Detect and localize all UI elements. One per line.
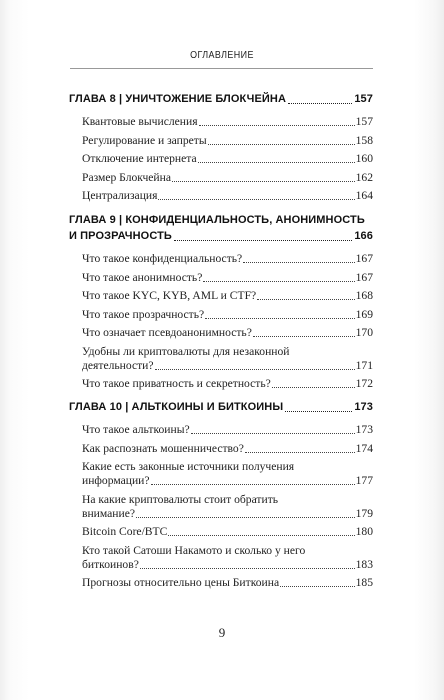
dot-leader	[272, 387, 355, 388]
toc-entry[interactable]	[82, 576, 373, 590]
dot-leader	[136, 517, 355, 518]
dot-leader	[199, 125, 355, 126]
toc-entry[interactable]	[82, 171, 373, 185]
dot-leader	[257, 299, 354, 300]
toc-entry[interactable]	[82, 308, 373, 322]
entry-line-2	[82, 558, 373, 572]
entry-title: Что такое альткоины?	[82, 423, 190, 436]
entry-title: Прогнозы относительно цены Биткоина	[82, 576, 280, 589]
entry-title-line-2: информации?	[82, 474, 150, 487]
chapter-heading[interactable]	[69, 400, 373, 415]
entry-page: 158	[355, 133, 373, 147]
dot-leader	[198, 162, 355, 163]
header-rule	[70, 68, 373, 69]
toc-entry[interactable]	[82, 134, 373, 148]
entry-title: Как распознать мошенничество?	[82, 441, 244, 455]
chapter-entries	[82, 423, 373, 590]
toc-entry[interactable]	[82, 152, 373, 166]
page-number: 9	[218, 625, 226, 640]
entry-title: Что такое приватность и секретность?	[82, 377, 271, 390]
chapter-entries	[82, 252, 373, 391]
entry-title: Что означает псевдоанонимность?	[82, 326, 252, 339]
dot-leader	[172, 181, 355, 182]
entry-title-line-1: На какие криптовалюты стоит обратить	[82, 492, 279, 506]
chapter-10	[69, 400, 373, 590]
chapter-title-line-2-row	[69, 228, 373, 244]
entry-title-line-2: биткоинов?	[82, 557, 139, 571]
dot-leader	[208, 144, 355, 145]
dot-leader	[205, 318, 354, 319]
chapter-heading[interactable]	[69, 212, 373, 244]
dot-leader	[140, 568, 355, 569]
dot-leader	[288, 103, 352, 104]
entry-title: Централизация	[82, 189, 158, 202]
entry-title-line-2: внимание?	[82, 506, 135, 520]
entry-title: Регулирование и запреты	[82, 133, 207, 147]
dot-leader	[158, 199, 354, 200]
toc-entry[interactable]	[82, 289, 373, 303]
entry-title-line-1: Кто такой Сатоши Накамото и сколько у него	[82, 543, 306, 557]
dot-leader	[253, 336, 355, 337]
entry-page: 169	[355, 307, 373, 321]
chapter-page: 173	[354, 401, 373, 413]
dot-leader	[174, 240, 352, 241]
entry-page: 174	[355, 441, 373, 455]
toc-entry[interactable]	[82, 189, 373, 203]
toc-entry[interactable]	[82, 525, 373, 539]
dot-leader	[285, 411, 352, 412]
entry-title-line-1: Удобны ли криптовалюты для незаконной	[82, 344, 290, 358]
entry-page: 162	[355, 170, 373, 184]
toc-entry[interactable]	[82, 423, 373, 437]
dot-leader	[168, 535, 354, 536]
dot-leader	[245, 452, 355, 453]
entry-title: Что такое KYC, KYB, AML и CTF?	[82, 289, 257, 302]
chapter-8	[69, 92, 373, 203]
chapter-title: ГЛАВА 8 | УНИЧТОЖЕНИЕ БЛОКЧЕЙНА	[69, 93, 286, 105]
entry-page: 183	[355, 557, 373, 571]
chapter-title: ГЛАВА 10 | АЛЬТКОИНЫ И БИТКОИНЫ	[69, 401, 284, 413]
entry-page: 164	[355, 189, 373, 202]
entry-page: 160	[355, 152, 373, 165]
entry-title: Что такое конфиденциальность?	[82, 252, 243, 265]
toc-entry[interactable]	[82, 460, 373, 488]
toc-entry[interactable]	[82, 377, 373, 391]
toc-entry[interactable]	[82, 442, 373, 456]
toc-entry[interactable]	[82, 326, 373, 340]
chapter-entries	[82, 115, 373, 203]
toc-entry[interactable]	[82, 544, 373, 572]
chapter-title-line-2: И ПРОЗРАЧНОСТЬ	[69, 230, 172, 242]
entry-title: Bitcoin Core/BTC	[82, 525, 168, 538]
entry-line-2	[82, 359, 373, 373]
entry-title: Размер Блокчейна	[82, 170, 171, 184]
entry-page: 170	[355, 326, 373, 339]
entry-page: 167	[355, 270, 373, 284]
chapter-heading[interactable]	[69, 92, 373, 107]
dot-leader	[243, 262, 354, 263]
table-of-contents	[69, 92, 373, 595]
chapter-page: 166	[354, 230, 373, 242]
entry-page: 172	[355, 377, 373, 390]
entry-title: Отключение интернета	[82, 152, 197, 165]
entry-line-2	[82, 507, 373, 521]
dot-leader	[151, 484, 355, 485]
chapter-9	[69, 212, 373, 391]
entry-page: 157	[355, 115, 373, 128]
chapter-page: 157	[354, 93, 373, 105]
chapter-title-line-1: ГЛАВА 9 | КОНФИДЕНЦИАЛЬНОСТЬ, АНОНИМНОСТЬ	[69, 214, 365, 226]
dot-leader	[191, 433, 355, 434]
entry-line-2	[82, 474, 373, 488]
toc-entry[interactable]	[82, 271, 373, 285]
toc-entry[interactable]	[82, 493, 373, 521]
running-header: ОГЛАВЛЕНИЕ	[190, 49, 254, 61]
entry-title-line-1: Какие есть законные источники получения	[82, 460, 295, 473]
entry-title: Что такое анонимность?	[82, 270, 203, 284]
entry-page: 179	[355, 506, 373, 520]
toc-entry[interactable]	[82, 252, 373, 266]
toc-entry[interactable]	[82, 115, 373, 129]
entry-title-line-2: деятельности?	[82, 358, 154, 372]
toc-entry[interactable]	[82, 345, 373, 373]
entry-title: Что такое прозрачность?	[82, 307, 205, 321]
dot-leader	[155, 369, 355, 370]
chapter-title-block	[69, 212, 373, 244]
entry-title: Квантовые вычисления	[82, 115, 198, 128]
entry-page: 168	[355, 289, 373, 302]
entry-page: 180	[355, 525, 373, 538]
entry-page: 177	[355, 474, 373, 487]
dot-leader	[203, 281, 354, 282]
entry-page: 173	[355, 423, 373, 436]
entry-page: 171	[355, 358, 373, 372]
entry-page: 167	[355, 252, 373, 265]
dot-leader	[280, 586, 355, 587]
entry-page: 185	[355, 576, 373, 589]
